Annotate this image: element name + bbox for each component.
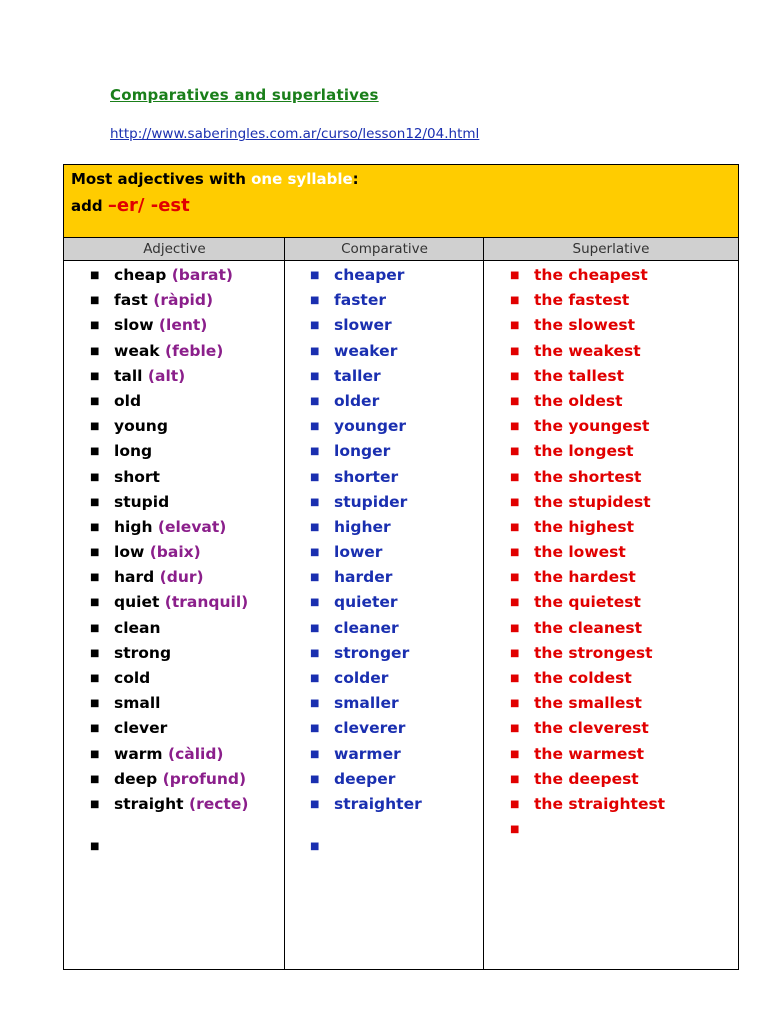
- comparative-word: younger: [334, 417, 407, 436]
- list-item: [90, 414, 248, 439]
- bullet-icon: ■: [310, 698, 320, 710]
- list-item: [90, 590, 248, 615]
- superlative-word: the smallest: [534, 694, 642, 713]
- superlative-word: the quietest: [534, 593, 641, 612]
- list-item: [510, 313, 665, 338]
- bullet-icon: ■: [510, 320, 520, 332]
- adjective-word: cold: [114, 669, 151, 687]
- adjective-translation: (ràpid): [153, 291, 214, 310]
- adjective-word: low: [114, 543, 145, 562]
- list-item: [90, 263, 248, 288]
- bullet-icon: ■: [310, 295, 320, 307]
- rule-add-label: add: [71, 197, 108, 215]
- bullet-icon: ■: [90, 471, 100, 483]
- adjective-translation: (profund): [162, 769, 247, 788]
- list-item: [90, 313, 248, 338]
- list-item: [310, 590, 422, 615]
- list-item: [90, 716, 248, 741]
- list-item: [310, 414, 422, 439]
- list-item: [510, 414, 665, 439]
- bullet-icon: ■: [90, 841, 100, 853]
- adjective-word: hard: [114, 568, 155, 587]
- list-item: [310, 439, 422, 464]
- bullet-icon: ■: [310, 647, 320, 659]
- list-item: [90, 339, 248, 364]
- list-item: [90, 666, 248, 691]
- adjective-translation: (feble): [165, 341, 224, 360]
- bullet-icon: ■: [90, 572, 100, 584]
- superlative-word: the cleverest: [534, 719, 649, 738]
- adjective-translation: (lent): [158, 316, 208, 335]
- bullet-icon: ■: [90, 370, 100, 382]
- bullet-icon: ■: [510, 622, 520, 634]
- list-item: [510, 439, 665, 464]
- bullet-icon: ■: [90, 647, 100, 659]
- list-item: [90, 691, 248, 716]
- list-item: [310, 641, 422, 666]
- adjective-word: stupid: [114, 492, 170, 511]
- superlative-word: the youngest: [534, 417, 650, 436]
- column-divider: [284, 238, 285, 969]
- bullet-icon: ■: [510, 748, 520, 760]
- superlative-word: the oldest: [534, 391, 623, 410]
- list-item: [90, 641, 248, 666]
- bullet-icon: ■: [310, 547, 320, 559]
- list-item: [310, 339, 422, 364]
- comparative-word: shorter: [334, 467, 399, 486]
- bullet-icon: ■: [90, 395, 100, 407]
- rule-instruction: [71, 195, 190, 216]
- empty-list-item: [510, 817, 665, 842]
- list-item: [310, 666, 422, 691]
- list-item: [310, 288, 422, 313]
- rule-prefix: Most adjectives with: [71, 170, 252, 188]
- list-item: [90, 288, 248, 313]
- bullet-icon: ■: [510, 345, 520, 357]
- bullet-icon: ■: [310, 370, 320, 382]
- bullet-icon: ■: [510, 647, 520, 659]
- list-item: [310, 490, 422, 515]
- bullet-icon: ■: [310, 421, 320, 433]
- empty-list-item: [90, 834, 248, 859]
- bullet-icon: ■: [90, 295, 100, 307]
- bullet-icon: ■: [90, 622, 100, 634]
- superlative-word: the warmest: [534, 744, 645, 763]
- list-item: [510, 565, 665, 590]
- rule-endings: –er/ -est: [107, 195, 190, 216]
- rule-description: [71, 170, 359, 188]
- adjective-word: slow: [114, 316, 154, 335]
- adjective-word: straight: [114, 794, 184, 813]
- adjective-translation: (dur): [159, 568, 204, 587]
- comparative-word: smaller: [334, 694, 399, 713]
- page-title: Comparatives and superlatives: [110, 86, 379, 104]
- bullet-icon: ■: [310, 597, 320, 609]
- bullet-icon: ■: [310, 841, 320, 853]
- superlative-word: the longest: [534, 442, 634, 461]
- bullet-icon: ■: [510, 572, 520, 584]
- bullet-icon: ■: [90, 673, 100, 684]
- bullet-icon: ■: [310, 270, 320, 281]
- comparative-word: faster: [334, 291, 386, 310]
- adjective-word: high: [114, 517, 153, 536]
- comparative-word: taller: [334, 366, 381, 385]
- comparative-word: cheaper: [334, 266, 405, 284]
- adjective-word: tall: [114, 366, 143, 385]
- list-item: [90, 439, 248, 464]
- list-item: [510, 716, 665, 741]
- bullet-icon: ■: [90, 270, 100, 281]
- bullet-icon: ■: [510, 471, 520, 483]
- superlative-word: the stupidest: [534, 492, 651, 511]
- superlative-word: the straightest: [534, 794, 666, 813]
- adjective-translation: (alt): [147, 366, 186, 385]
- superlative-word: the highest: [534, 517, 634, 536]
- list-item: [510, 540, 665, 565]
- bullet-icon: ■: [310, 345, 320, 357]
- bullet-icon: ■: [90, 698, 100, 710]
- bullet-icon: ■: [510, 295, 520, 307]
- comparative-word: warmer: [334, 744, 401, 763]
- comparative-word: cleverer: [334, 719, 406, 738]
- bullet-icon: ■: [510, 521, 520, 533]
- adjective-translation: (baix): [149, 543, 201, 562]
- superlative-word: the cleanest: [534, 618, 643, 637]
- list-item: [310, 364, 422, 389]
- comparative-word: stupider: [334, 492, 408, 511]
- adjective-word: clever: [114, 719, 168, 738]
- adjective-translation: (tranquil): [164, 593, 249, 612]
- list-item: [510, 515, 665, 540]
- comparative-word: deeper: [334, 769, 396, 788]
- adjective-word: young: [114, 417, 168, 436]
- bullet-icon: ■: [510, 673, 520, 684]
- adjective-column: [90, 263, 248, 859]
- list-item: [310, 716, 422, 741]
- list-item: [510, 590, 665, 615]
- bullet-icon: ■: [90, 320, 100, 332]
- list-item: [310, 263, 422, 288]
- bullet-icon: ■: [310, 673, 320, 684]
- list-item: [310, 767, 422, 792]
- superlative-word: the hardest: [534, 568, 636, 587]
- bullet-icon: ■: [510, 270, 520, 281]
- list-item: [90, 742, 248, 767]
- comparative-word: slower: [334, 316, 392, 335]
- column-divider: [483, 238, 484, 969]
- list-item: [510, 792, 665, 817]
- bullet-icon: ■: [90, 521, 100, 533]
- superlative-word: the weakest: [534, 341, 641, 360]
- list-item: [510, 364, 665, 389]
- list-item: [510, 691, 665, 716]
- comparative-word: cleaner: [334, 618, 399, 637]
- bullet-icon: ■: [90, 446, 100, 458]
- superlative-word: the lowest: [534, 543, 626, 562]
- bullet-icon: ■: [510, 547, 520, 559]
- list-item: [90, 565, 248, 590]
- bullet-icon: ■: [510, 395, 520, 407]
- comparative-word: lower: [334, 543, 383, 562]
- list-item: [310, 515, 422, 540]
- adjective-translation: (elevat): [157, 517, 227, 536]
- bullet-icon: ■: [310, 748, 320, 760]
- adjective-translation: (càlid): [167, 744, 224, 763]
- comparative-column: [310, 263, 422, 859]
- list-item: [90, 767, 248, 792]
- source-link[interactable]: http://www.saberingles.com.ar/curso/lesson12/04.html: [110, 126, 480, 142]
- bullet-icon: ■: [310, 395, 320, 407]
- list-item: [90, 616, 248, 641]
- bullet-icon: ■: [510, 496, 520, 508]
- list-item: [510, 490, 665, 515]
- adjective-translation: (recte): [189, 794, 249, 813]
- bullet-icon: ■: [310, 446, 320, 458]
- list-item: [310, 742, 422, 767]
- list-item: [510, 339, 665, 364]
- superlative-word: the coldest: [534, 669, 632, 687]
- adjective-translation: (barat): [171, 266, 233, 284]
- bullet-icon: ■: [310, 723, 320, 735]
- list-item: [90, 389, 248, 414]
- list-item: [510, 288, 665, 313]
- adjective-table: [63, 164, 739, 970]
- column-header-comparative: Comparative: [341, 241, 428, 257]
- list-item: [510, 263, 665, 288]
- bullet-icon: ■: [90, 421, 100, 433]
- bullet-icon: ■: [510, 421, 520, 433]
- list-item: [510, 666, 665, 691]
- list-item: [310, 465, 422, 490]
- adjective-word: long: [114, 442, 153, 461]
- list-item: [510, 767, 665, 792]
- list-item: [510, 465, 665, 490]
- bullet-icon: ■: [90, 597, 100, 609]
- adjective-word: small: [114, 694, 161, 713]
- list-item: [310, 540, 422, 565]
- list-item: [90, 792, 248, 817]
- superlative-column: [510, 263, 665, 842]
- adjective-word: weak: [114, 341, 160, 360]
- superlative-word: the shortest: [534, 467, 642, 486]
- bullet-icon: ■: [310, 471, 320, 483]
- bullet-icon: ■: [90, 798, 100, 810]
- comparative-word: straighter: [334, 794, 422, 813]
- bullet-icon: ■: [310, 521, 320, 533]
- list-item: [310, 565, 422, 590]
- bullet-icon: ■: [510, 370, 520, 382]
- rule-highlight: one syllable: [251, 170, 353, 188]
- bullet-icon: ■: [510, 446, 520, 458]
- list-item: [90, 364, 248, 389]
- comparative-word: colder: [334, 669, 389, 687]
- bullet-icon: ■: [310, 622, 320, 634]
- adjective-word: cheap: [114, 266, 167, 284]
- list-item: [310, 792, 422, 817]
- list-item: [90, 515, 248, 540]
- list-item: [310, 691, 422, 716]
- adjective-word: warm: [114, 744, 163, 763]
- bullet-icon: ■: [90, 345, 100, 357]
- adjective-word: fast: [114, 291, 148, 310]
- comparative-word: higher: [334, 517, 391, 536]
- list-item: [90, 490, 248, 515]
- superlative-word: the strongest: [534, 643, 653, 662]
- list-item: [510, 616, 665, 641]
- bullet-icon: ■: [510, 698, 520, 710]
- bullet-icon: ■: [90, 496, 100, 508]
- comparative-word: stronger: [334, 643, 410, 662]
- comparative-word: weaker: [334, 341, 398, 360]
- list-item: [90, 540, 248, 565]
- bullet-icon: ■: [510, 723, 520, 735]
- list-item: [510, 742, 665, 767]
- superlative-word: the fastest: [534, 291, 630, 310]
- bullet-icon: ■: [310, 773, 320, 785]
- list-item: [310, 313, 422, 338]
- list-item: [90, 465, 248, 490]
- column-header-superlative: Superlative: [572, 241, 650, 257]
- list-item: [510, 641, 665, 666]
- bullet-icon: ■: [510, 824, 520, 836]
- list-item: [310, 389, 422, 414]
- bullet-icon: ■: [310, 320, 320, 332]
- comparative-word: longer: [334, 442, 391, 461]
- adjective-word: old: [114, 391, 142, 410]
- bullet-icon: ■: [90, 748, 100, 760]
- bullet-icon: ■: [510, 597, 520, 609]
- rule-suffix: :: [352, 170, 359, 188]
- bullet-icon: ■: [90, 547, 100, 559]
- column-header-adjective: Adjective: [143, 241, 206, 257]
- adjective-word: strong: [114, 643, 172, 662]
- comparative-word: harder: [334, 568, 393, 587]
- adjective-word: clean: [114, 618, 161, 637]
- column-header-row: [64, 238, 738, 261]
- list-item: [310, 616, 422, 641]
- superlative-word: the deepest: [534, 769, 639, 788]
- bullet-icon: ■: [310, 798, 320, 810]
- bullet-icon: ■: [510, 773, 520, 785]
- adjective-word: deep: [114, 769, 158, 788]
- adjective-word: short: [114, 467, 160, 486]
- empty-list-item: [310, 834, 422, 859]
- comparative-word: quieter: [334, 593, 398, 612]
- bullet-icon: ■: [310, 496, 320, 508]
- bullet-icon: ■: [510, 798, 520, 810]
- comparative-word: older: [334, 391, 380, 410]
- list-item: [510, 389, 665, 414]
- superlative-word: the tallest: [534, 366, 624, 385]
- rule-header: [64, 165, 738, 238]
- bullet-icon: ■: [310, 572, 320, 584]
- superlative-word: the cheapest: [534, 266, 648, 284]
- bullet-icon: ■: [90, 773, 100, 785]
- bullet-icon: ■: [90, 723, 100, 735]
- adjective-word: quiet: [114, 593, 160, 612]
- superlative-word: the slowest: [534, 316, 636, 335]
